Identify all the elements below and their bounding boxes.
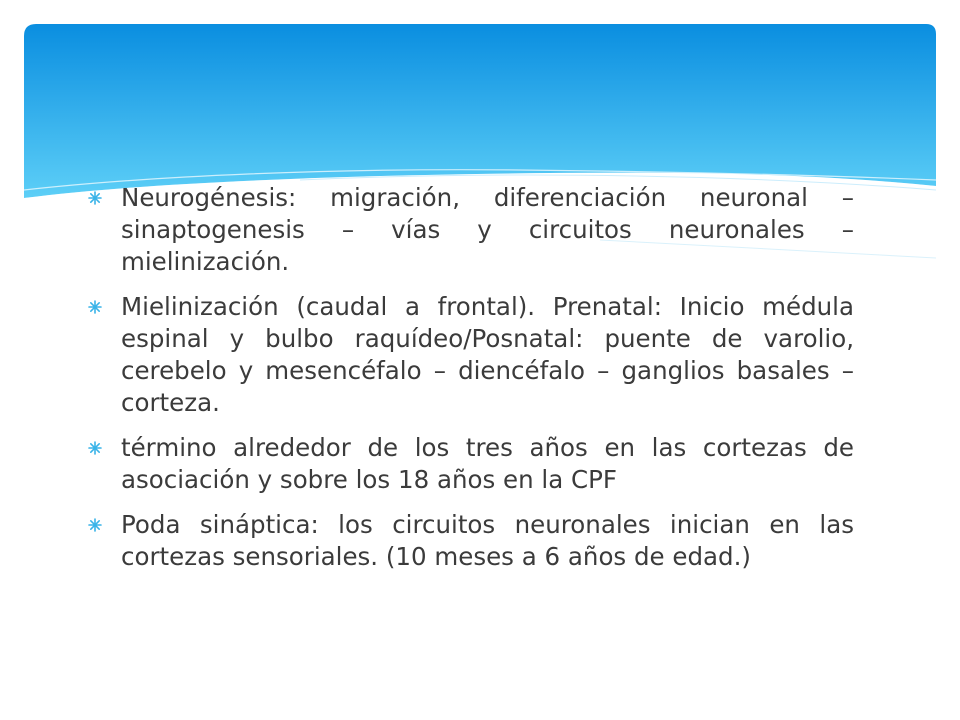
- header-band-shape: [24, 24, 936, 198]
- asterisk-bullet-icon: [88, 300, 102, 314]
- asterisk-bullet-icon: [88, 441, 102, 455]
- bullet-list: [88, 182, 854, 586]
- asterisk-bullet-icon: [88, 518, 102, 532]
- bullet-item: [88, 509, 854, 573]
- bullet-item: [88, 182, 854, 278]
- bullet-text: término alrededor de los tres años en las cortezas de asociación y sobre los 18 años en la CPF: [121, 433, 854, 494]
- bullet-item: [88, 291, 854, 419]
- asterisk-bullet-icon: [88, 191, 102, 205]
- bullet-item: [88, 432, 854, 496]
- bullet-text: Poda sináptica: los circuitos neuronales inician en las cortezas sensoriales. (10 meses a 6 años de edad.): [121, 510, 854, 571]
- bullet-text: Neurogénesis: migración, diferenciación neuronal – sinaptogenesis – vías y circuitos neuronales – mielinización.: [121, 183, 854, 276]
- bullet-text: Mielinización (caudal a frontal). Prenatal: Inicio médula espinal y bulbo raquídeo/Posnatal: puente de varolio, cerebelo y mesencéfalo – diencéfalo – ganglios basales – corteza.: [121, 292, 854, 417]
